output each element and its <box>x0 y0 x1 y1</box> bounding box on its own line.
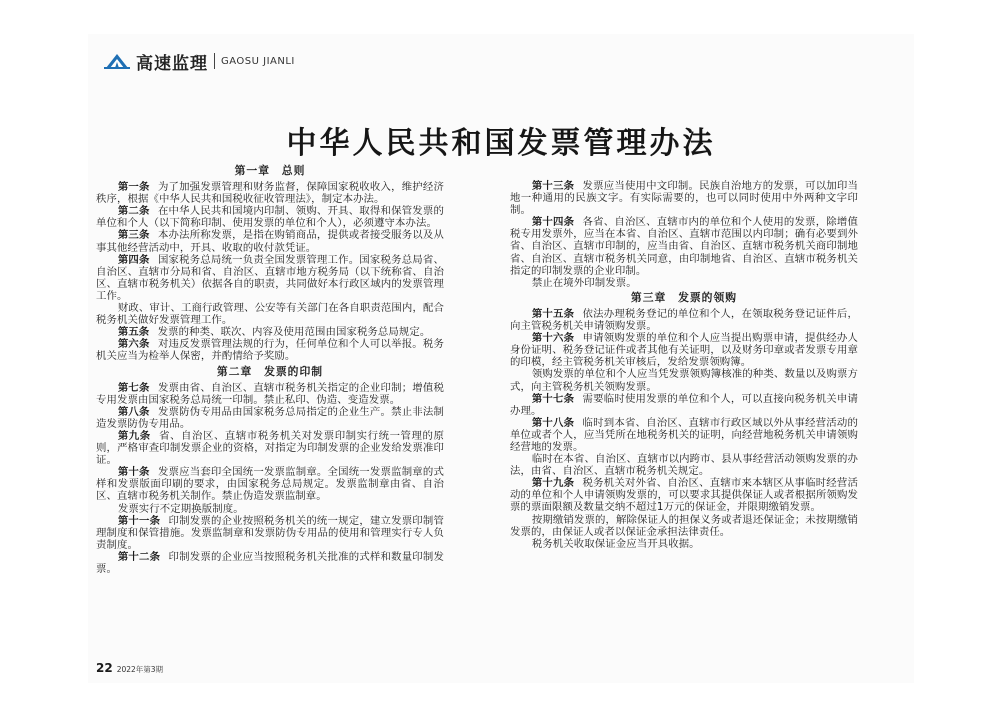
issue-label: 2022年第3期 <box>116 665 164 674</box>
article-number: 第十八条 <box>531 416 575 429</box>
article-text: 税务机关收取保证金应当开具收据。 <box>531 537 700 550</box>
article-text: 印制发票的企业按照税务机关的统一规定，建立发票印制管理制度和保管措施。发票监制章和发票防伪专用品的使用和管理实行专人负责制度。 <box>96 514 444 551</box>
article-paragraph <box>510 477 858 513</box>
article-text: 发票防伪专用品由国家税务总局指定的企业生产。禁止非法制造发票防伪专用品。 <box>96 405 444 430</box>
article-paragraph <box>510 393 858 417</box>
article-paragraph <box>96 229 444 253</box>
article-number: 第十条 <box>117 466 150 479</box>
article-text: 需要临时使用发票的单位和个人，可以直接向税务机关申请办理。 <box>510 392 858 417</box>
article-text: 按期缴销发票的，解除保证人的担保义务或者退还保证金；未按期缴销发票的，由保证人或者以保证金承担法律责任。 <box>510 513 858 538</box>
article-text: 发票应当套印全国统一发票监制章。全国统一发票监制章的式样和发票版面印刷的要求，由国家税务总局规定。发票监制章由省、自治区、直辖市税务机关制作。禁止伪造发票监制章。 <box>96 466 444 503</box>
article-text: 发票由省、自治区、直辖市税务机关指定的企业印制；增值税专用发票由国家税务总局统一印制。禁止私印、伪造、变造发票。 <box>96 381 444 406</box>
article-number: 第十九条 <box>531 477 575 490</box>
page-number: 22 <box>96 661 113 675</box>
left-column <box>96 162 444 575</box>
article-number: 第七条 <box>117 381 150 394</box>
article-number: 第四条 <box>117 253 150 266</box>
article-paragraph <box>96 406 444 430</box>
article-text: 发票实行不定期换版制度。 <box>117 502 244 515</box>
article-paragraph <box>96 326 444 338</box>
article-paragraph <box>96 254 444 302</box>
article-text: 本办法所称发票，是指在购销商品，提供或者接受服务以及从事其他经营活动中，开具、收取的收付款凭证。 <box>96 229 444 254</box>
article-text: 禁止在境外印制发票。 <box>531 276 637 289</box>
article-number: 第十七条 <box>531 392 575 405</box>
chapter-heading: 第一章 总则 <box>234 164 306 177</box>
article-number: 第十四条 <box>531 216 575 229</box>
page-header <box>104 50 295 72</box>
page-footer <box>96 661 163 675</box>
article-paragraph <box>510 308 858 332</box>
chapter-heading: 第二章 发票的印制 <box>216 364 324 378</box>
article-text: 印制发票的企业应当按照税务机关批准的式样和数量印制发票。 <box>96 550 444 575</box>
article-text: 发票的种类、联次、内容及使用范围由国家税务总局规定。 <box>157 326 431 339</box>
article-paragraph <box>96 515 444 551</box>
article-paragraph <box>96 466 444 502</box>
article-paragraph <box>96 338 444 362</box>
article-number: 第八条 <box>117 405 150 418</box>
article-paragraph <box>510 368 858 392</box>
article-paragraph <box>510 417 858 453</box>
article-text: 省、自治区、直辖市税务机关对发票印制实行统一管理的原则，严格审查印制发票企业的资格，对指定为印制发票的企业发给发票准印证。 <box>96 429 444 467</box>
article-paragraph <box>510 332 858 368</box>
article-text: 为了加强发票管理和财务监督，保障国家税收收入，维护经济秩序，根据《中华人民共和国税收征收管理法》，制定本办法。 <box>96 181 444 206</box>
article-number: 第十三条 <box>531 180 575 192</box>
chapter-heading: 第三章 发票的领购 <box>630 290 738 304</box>
article-paragraph <box>96 302 444 326</box>
article-text: 依法办理税务登记的单位和个人，在领取税务登记证件后，向主管税务机关申请领购发票。 <box>510 307 858 333</box>
article-number: 第十六条 <box>531 332 575 345</box>
article-text: 临时到本省、自治区、直辖市行政区域以外从事经营活动的单位或者个人，应当凭所在地税务机关的证明，向经营地税务机关申请领购经营地的发票。 <box>510 416 858 453</box>
article-paragraph <box>96 430 444 466</box>
article-paragraph <box>510 538 858 550</box>
article-text: 对违反发票管理法规的行为，任何单位和个人可以举报。税务机关应当为检举人保密，并酌情给予奖励。 <box>96 338 444 363</box>
article-number: 第十一条 <box>117 514 161 527</box>
article-number: 第三条 <box>117 229 150 242</box>
article-number: 第六条 <box>117 338 150 351</box>
article-paragraph <box>96 503 444 515</box>
article-text: 领购发票的单位和个人应当凭发票领购簿核准的种类、数量以及购票方式，向主管税务机关领购发票。 <box>510 368 858 393</box>
article-paragraph <box>510 453 858 477</box>
right-column <box>510 180 858 550</box>
article-text: 发票应当使用中文印制。民族自治地方的发票，可以加印当地一种通用的民族文字。有实际需要的，也可以同时使用中外两种文字印制。 <box>510 180 858 217</box>
article-paragraph <box>510 216 858 276</box>
article-text: 在中华人民共和国境内印制、领购、开具、取得和保管发票的单位和个人（以下简称印制、使用发票的单位和个人），必须遵守本办法。 <box>96 205 444 230</box>
article-text: 国家税务总局统一负责全国发票管理工作。国家税务总局省、自治区、直辖市分局和省、自治区、直辖市地方税务局（以下统称省、自治区、直辖市税务机关）依据各自的职责，共同做好本行政区域内的发票管理工作。 <box>96 253 444 302</box>
document-title: 中华人民共和国发票管理办法 <box>286 126 716 161</box>
article-number: 第九条 <box>117 429 151 442</box>
article-number: 第十五条 <box>531 307 575 320</box>
article-paragraph <box>96 205 444 229</box>
article-text: 各省、自治区、直辖市内的单位和个人使用的发票，除增值税专用发票外，应当在本省、自治区、直辖市范围以内印制；确有必要到外省、自治区、直辖市印制的，应当由省、自治区、直辖市税务机关商印制地省、自治区、直辖市税务机关同意，由印制地省、自治区、直辖市税务机关指定的印制发票的企业印制。 <box>510 216 858 277</box>
header-divider <box>214 53 215 69</box>
article-paragraph <box>96 382 444 406</box>
article-text: 税务机关对外省、自治区、直辖市来本辖区从事临时经营活动的单位和个人申请领购发票的，可以要求其提供保证人或者根据所领购发票的票面限额及数量交纳不超过1万元的保证金，并限期缴销发票。 <box>510 477 858 514</box>
article-paragraph <box>510 180 858 216</box>
document-page <box>88 34 914 683</box>
magazine-name-en: GAOSU JIANLI <box>221 55 295 67</box>
article-paragraph <box>510 277 858 289</box>
article-text: 临时在本省、自治区、直辖市以内跨市、县从事经营活动领购发票的办法，由省、自治区、直辖市税务机关规定。 <box>510 453 858 478</box>
article-paragraph <box>510 514 858 538</box>
highway-logo-icon <box>104 52 130 70</box>
article-number: 第二条 <box>117 205 150 218</box>
article-number: 第十二条 <box>117 550 161 563</box>
article-number: 第五条 <box>117 326 150 339</box>
article-paragraph <box>96 551 444 575</box>
article-text: 财政、审计、工商行政管理、公安等有关部门在各自职责范围内，配合税务机关做好发票管理工作。 <box>96 302 444 327</box>
article-text: 申请领购发票的单位和个人应当提出购票申请，提供经办人身份证明、税务登记证件或者其他有关证明，以及财务印章或者发票专用章的印模，经主管税务机关审核后，发给发票领购簿。 <box>510 332 858 369</box>
article-paragraph <box>96 181 444 205</box>
magazine-name: 高速监理 <box>136 53 208 74</box>
article-number: 第一条 <box>117 181 150 194</box>
